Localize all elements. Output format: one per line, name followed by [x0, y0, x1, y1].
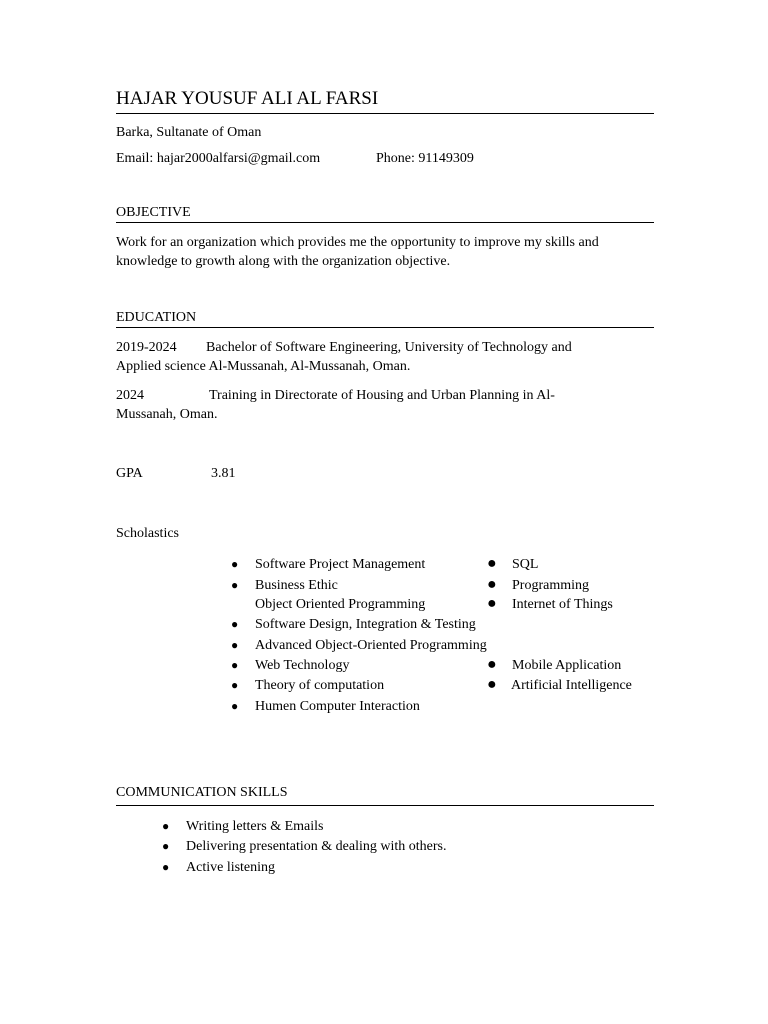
bullet-icon: ● — [231, 678, 239, 692]
bullet-icon: ● — [487, 656, 497, 673]
course-item: Artificial Intelligence — [511, 678, 632, 693]
gpa-label: GPA — [116, 466, 143, 481]
bullet-icon: ● — [487, 555, 497, 572]
education-heading: EDUCATION — [116, 310, 197, 325]
bullet-icon: ● — [162, 839, 170, 853]
communication-divider — [116, 805, 654, 806]
bullet-icon: ● — [231, 617, 239, 631]
bullet-icon: ● — [231, 578, 239, 592]
gpa-value: 3.81 — [211, 466, 236, 481]
education-detail-cont: Mussanah, Oman. — [116, 407, 218, 422]
skill-item: Active listening — [186, 860, 276, 875]
candidate-name: HAJAR YOUSUF ALI AL FARSI — [116, 88, 379, 109]
bullet-icon: ● — [231, 557, 239, 571]
objective-divider — [116, 222, 654, 223]
course-item: Programming — [512, 578, 589, 593]
bullet-icon: ● — [231, 638, 239, 652]
location: Barka, Sultanate of Oman — [116, 125, 262, 140]
email: Email: hajar2000alfarsi@gmail.com — [116, 151, 321, 166]
education-detail: Bachelor of Software Engineering, University of Technology and — [206, 340, 572, 355]
education-year: 2019-2024 — [116, 340, 177, 355]
course-item: SQL — [512, 557, 539, 572]
skill-item: Delivering presentation & dealing with others. — [186, 839, 447, 854]
bullet-icon: ● — [487, 595, 497, 612]
phone: Phone: 91149309 — [376, 151, 474, 166]
course-item: Internet of Things — [512, 597, 613, 612]
name-divider — [116, 113, 654, 114]
course-item: Software Project Management — [255, 557, 426, 572]
bullet-icon: ● — [487, 576, 497, 593]
bullet-icon: ● — [162, 860, 170, 874]
course-item: Software Design, Integration & Testing — [255, 617, 476, 632]
education-detail-cont: Applied science Al-Mussanah, Al-Mussanah, Oman. — [116, 359, 411, 374]
course-item: Object Oriented Programming — [255, 597, 426, 612]
bullet-icon: ● — [231, 658, 239, 672]
scholastics-heading: Scholastics — [116, 526, 179, 541]
education-detail: Training in Directorate of Housing and Urban Planning in Al- — [209, 388, 555, 403]
objective-heading: OBJECTIVE — [116, 205, 191, 220]
education-divider — [116, 327, 654, 328]
bullet-icon: ● — [487, 676, 497, 693]
course-item: Advanced Object-Oriented Programming — [255, 638, 487, 653]
course-item: Mobile Application — [512, 658, 622, 673]
education-year: 2024 — [116, 388, 144, 403]
course-item: Humen Computer Interaction — [255, 699, 420, 714]
course-item: Web Technology — [255, 658, 350, 673]
course-item: Theory of computation — [255, 678, 385, 693]
bullet-icon: ● — [162, 819, 170, 833]
objective-text: Work for an organization which provides me the opportunity to improve my skills and knowledge to growth along with the organization objective. — [116, 235, 599, 269]
skill-item: Writing letters & Emails — [186, 819, 324, 834]
communication-heading: COMMUNICATION SKILLS — [116, 785, 288, 800]
bullet-icon: ● — [231, 699, 239, 713]
course-item: Business Ethic — [255, 578, 338, 593]
